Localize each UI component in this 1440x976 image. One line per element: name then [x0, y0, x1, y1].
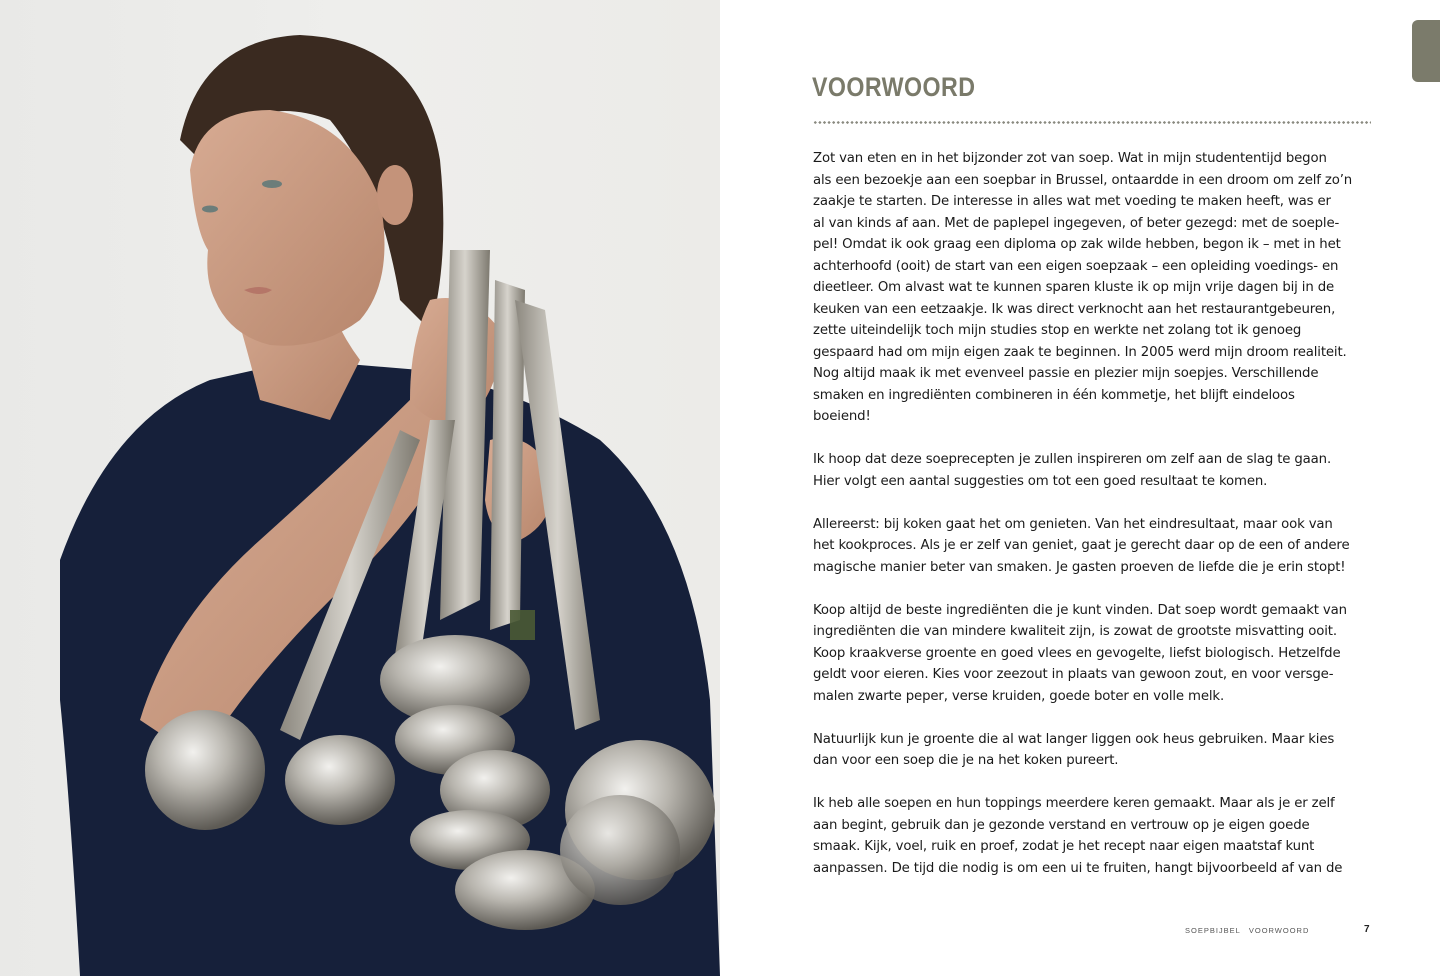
text-page [720, 0, 1440, 976]
page-number: 7 [1364, 924, 1370, 935]
body-text [813, 148, 1375, 901]
dotted-divider [813, 121, 1371, 124]
paragraph-6: Ik heb alle soepen en hun toppings meerdere keren gemaakt. Maar als je er zelf aan begint, gebruik dan je gezonde verstand en vertrouw op je eigen goede smaak. Kijk, voel, ruik en proef, zodat je het recept naar eigen maatstaf kunt aanpassen. De tijd die nodig is om een ui te fruiten, hangt bijvoorbeeld af van de [813, 796, 1343, 876]
chapter-tab-marker [1412, 20, 1440, 82]
running-footer [1185, 926, 1309, 935]
paragraph-3: Allereerst: bij koken gaat het om genieten. Van het eindresultaat, maar ook van het kookproces. Als je er zelf van geniet, gaat je gerecht daar op de een of andere magische manier beter van smaken. Je gasten proeven de liefde die je erin stopt! [813, 516, 1350, 575]
paragraph-2: Ik hoop dat deze soeprecepten je zullen inspireren om zelf aan de slag te gaan. Hier volgt een aantal suggesties om tot een goed resultaat te komen. [813, 452, 1332, 489]
paragraph-5: Natuurlijk kun je groente die al wat langer liggen ook heus gebruiken. Maar kies dan voor een soep die je na het koken pureert. [813, 731, 1335, 768]
paragraph-1: Zot van eten en in het bijzonder zot van soep. Wat in mijn studententijd begon als een bezoekje aan een soepbar in Brussel, ontaardde in een droom om zelf zo’n zaakje te starten. De interesse in alles wat met voeding te maken heeft, was er al van kinds af aan. Met de paplepel ingegeven, of beter gezegd: met de soeple- pel! Omdat ik ook graag een diploma op zak wilde hebben, begon ik – met in het achterhoofd (ooit) de start van een eigen soepzaak – een opleiding voedings- en dieetleer. Om alvast wat te kunnen sparen kluste ik op mijn vrije dagen bij in de keuken van een eetzaakje. Ik was direct verknocht aan het restaurantgebeuren, zette uiteindelijk toch mijn studies stop en werkte net zolang tot ik genoeg gespaard had om mijn eigen zaak te beginnen. In 2005 werd mijn droom realiteit. Nog altijd maak ik met evenveel passie en plezier mijn soepjes. Verschillende smaken en ingrediënten combineren in één kommetje, het blijft eindeloos boeiend! [813, 151, 1353, 424]
footer-book-title: SOEPBIJBEL [1185, 926, 1241, 935]
paragraph-4: Koop altijd de beste ingrediënten die je kunt vinden. Dat soep wordt gemaakt van ingrediënten die van mindere kwaliteit zijn, is zowat de grootste misvatting ooit. Koop kraakverse groente en goed vlees en gevogelte, liefst biologisch. Hetzelfde geldt voor eieren. Kies voor zeezout in plaats van gewoon zout, en voor versge- malen zwarte peper, verse kruiden, goede boter en volle melk. [813, 602, 1347, 704]
page-title: VOORWOORD [812, 72, 976, 102]
footer-section-title: VOORWOORD [1248, 926, 1310, 935]
